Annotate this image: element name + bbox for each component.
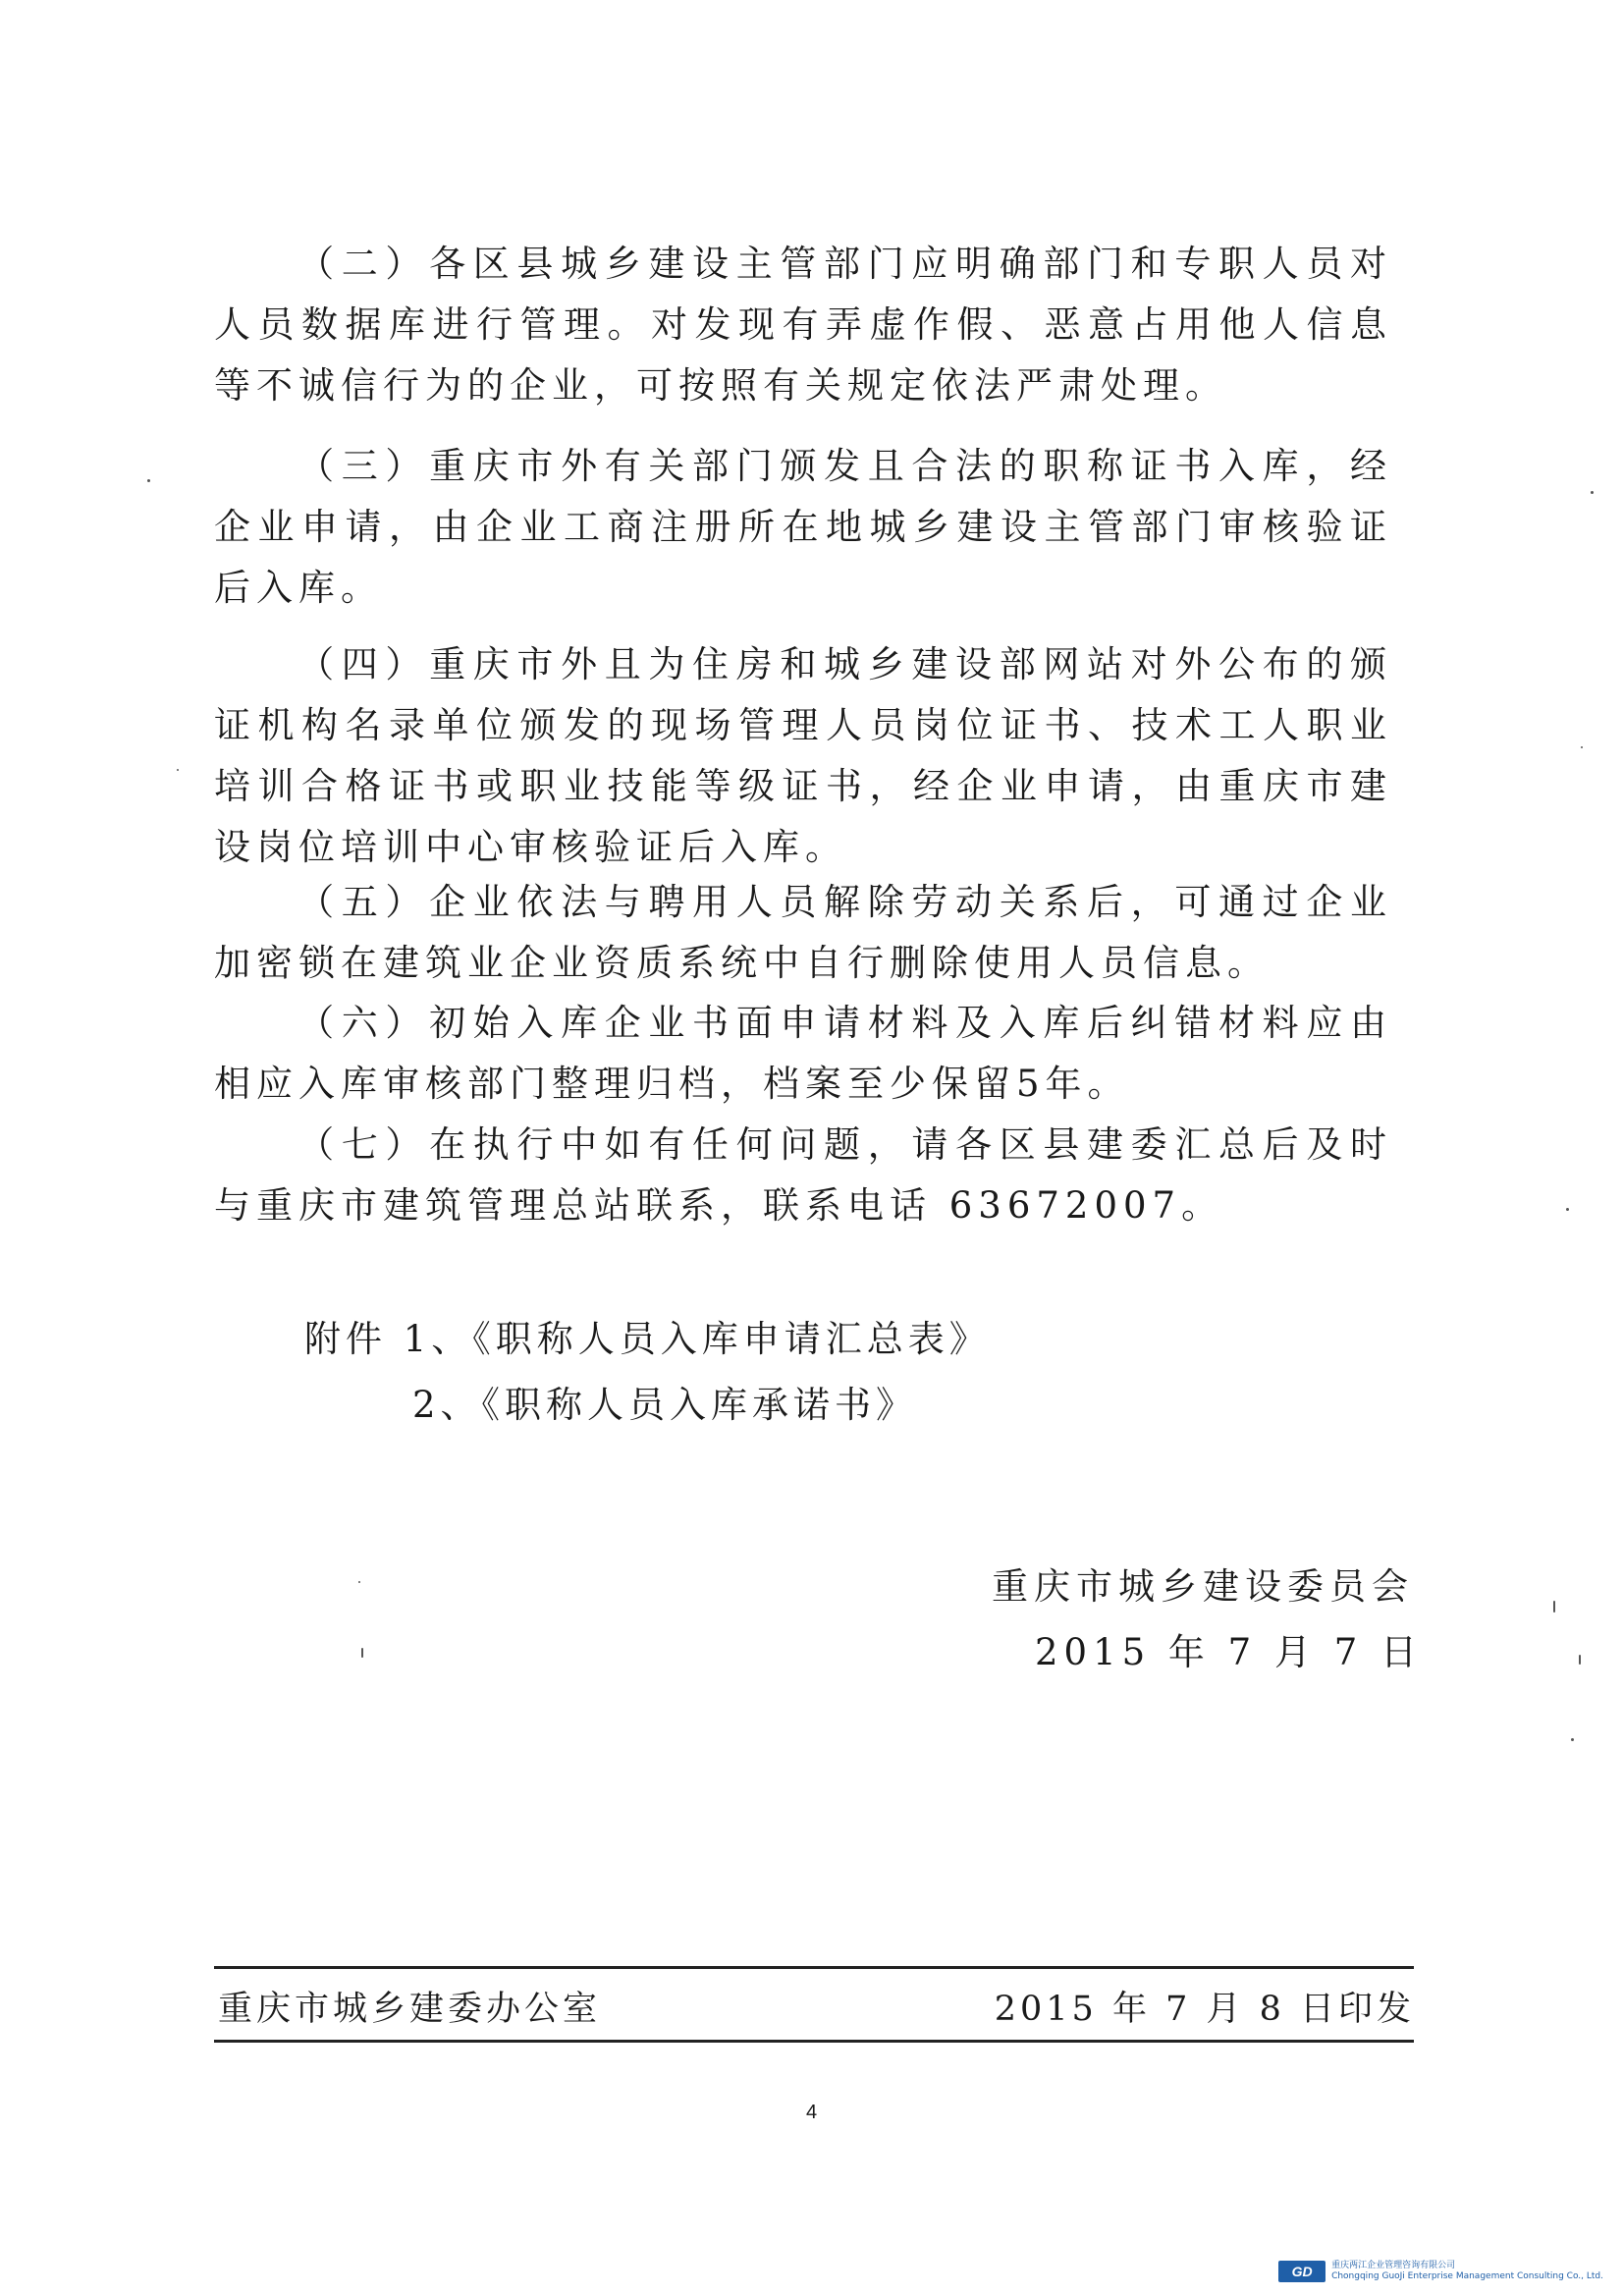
footer-issuer: 重庆市城乡建委办公室 [218, 1990, 602, 2029]
watermark-text [1331, 2261, 1603, 2282]
paragraph-7: （七）在执行中如有任何问题，请各区县建委汇总后及时与重庆市建筑管理总站联系，联系电话 63672007。 [214, 1123, 1392, 1227]
scan-speck [147, 479, 150, 482]
watermark-logo-icon: GD [1278, 2261, 1325, 2282]
watermark [1278, 2261, 1603, 2282]
scan-speck [1579, 1655, 1581, 1665]
scan-speck [177, 769, 179, 771]
signature-date: 2015 年 7 月 7 日 [1035, 1631, 1424, 1673]
paragraph-4: （四）重庆市外且为住房和城乡建设部网站对外公布的颁证机构名录单位颁发的现场管理人员岗位证书、技术工人职业培训合格证书或职业技能等级证书，经企业申请，由重庆市建设岗位培训中心审核验证后入库。 [214, 643, 1392, 868]
footer-bottom-rule [214, 2040, 1414, 2043]
scan-speck [1591, 491, 1594, 494]
paragraph-3: （三）重庆市外有关部门颁发且合法的职称证书入库，经企业申请，由企业工商注册所在地城乡建设主管部门审核验证后入库。 [214, 445, 1392, 609]
scan-speck [358, 1581, 360, 1583]
watermark-line-1: 重庆两江企业管理咨询有限公司 [1331, 2261, 1456, 2270]
scan-speck [1581, 746, 1583, 748]
signature-organization: 重庆市城乡建设委员会 [992, 1565, 1414, 1608]
footer-issue-date: 2015 年 7 月 8 日印发 [994, 1990, 1415, 2029]
scan-speck [1553, 1601, 1555, 1613]
page-number: 4 [805, 2102, 818, 2123]
attachment-2: 2、《职称人员入库承诺书》 [412, 1384, 918, 1426]
footer-top-rule [214, 1966, 1414, 1969]
watermark-line-2: Chongqing GuoJi Enterprise Management Consulting Co., Ltd. [1331, 2271, 1603, 2281]
paragraph-2: （二）各区县城乡建设主管部门应明确部门和专职人员对人员数据库进行管理。对发现有弄虚作假、恶意占用他人信息等不诚信行为的企业，可按照有关规定依法严肃处理。 [214, 243, 1392, 407]
scan-speck [1566, 1208, 1569, 1211]
scan-speck [361, 1648, 363, 1658]
paragraph-6: （六）初始入库企业书面申请材料及入库后纠错材料应由相应入库审核部门整理归档，档案至少保留5年。 [214, 1002, 1392, 1105]
paragraph-5: （五）企业依法与聘用人员解除劳动关系后，可通过企业加密锁在建筑业企业资质系统中自行删除使用人员信息。 [214, 881, 1392, 984]
attachment-1: 附件 1、《职称人员入库申请汇总表》 [304, 1318, 991, 1360]
scan-speck [1571, 1738, 1574, 1741]
